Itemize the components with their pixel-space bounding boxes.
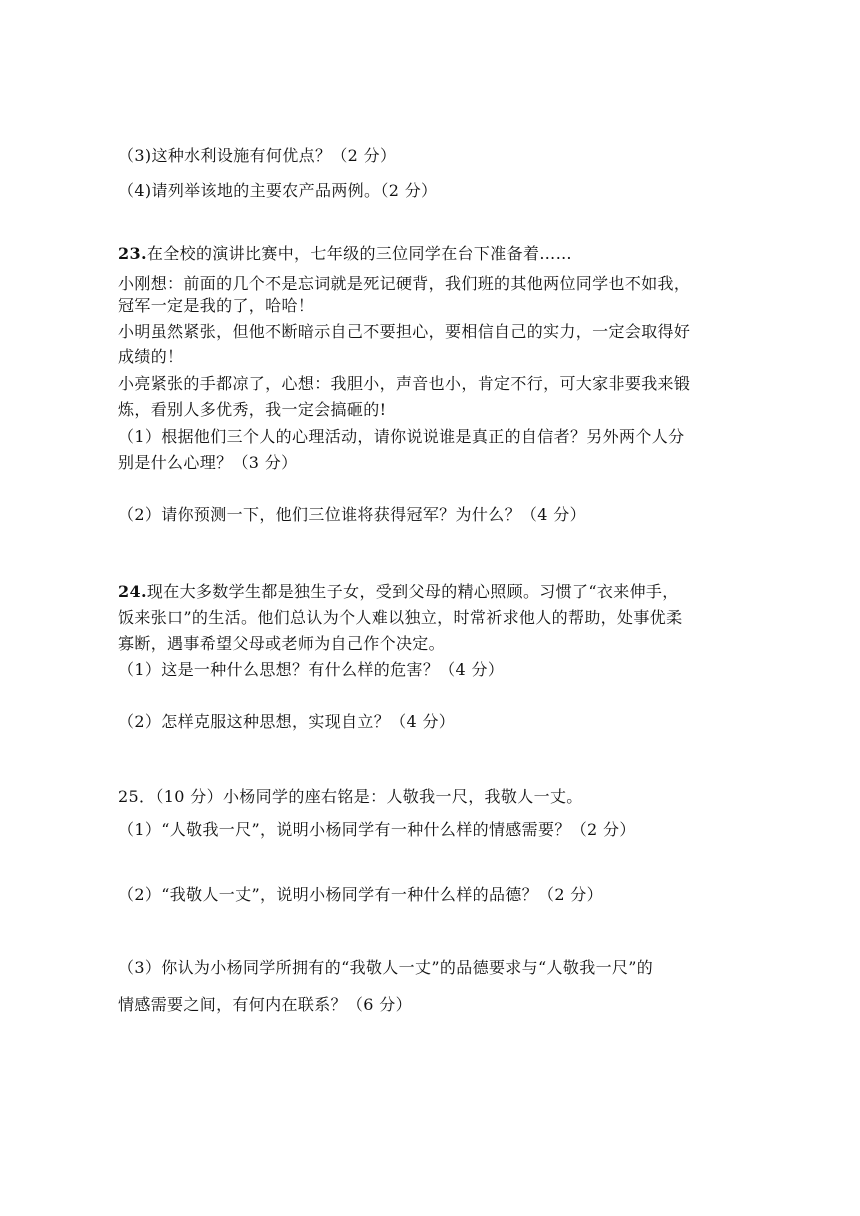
q23-liang-line-1: 小亮紧张的手都凉了，心想：我胆小，声音也小，肯定不行，可大家非要我来锻 <box>118 374 691 393</box>
q23-intro: 在全校的演讲比赛中，七年级的三位同学在台下准备着…… <box>146 244 572 263</box>
q25-sub3-line-1: （3）你认为小杨同学所拥有的“我敬人一丈”的品德要求与“人敬我一尺”的 <box>118 958 654 977</box>
q23-gang-line-2: 冠军一定是我的了，哈哈！ <box>118 296 315 315</box>
q24-text-1: 现在大多数学生都是独生子女，受到父母的精心照顾。习惯了“衣来伸手， <box>146 582 679 601</box>
q24-line-2: 饭来张口”的生活。他们总认为个人难以独立，时常祈求他人的帮助，处事优柔 <box>118 608 683 627</box>
q23-sub1-line-1: （1）根据他们三个人的心理活动，请你说说谁是真正的自信者？另外两个人分 <box>118 427 685 446</box>
q24-sub2: （2）怎样克服这种思想，实现自立？（4 分） <box>118 712 456 731</box>
q23-liang-line-2: 炼，看别人多优秀，我一定会搞砸的! <box>118 400 387 419</box>
q23-sub1-line-2: 别是什么心理？（3 分） <box>118 453 298 472</box>
q24-line-1 <box>118 582 738 602</box>
q23-gang-line-1: 小刚想：前面的几个不是忘词就是死记硬背，我们班的其他两位同学也不如我， <box>118 274 691 293</box>
q23-intro-line <box>118 244 738 264</box>
q25-sub1: （1）“人敬我一尺”，说明小杨同学有一种什么样的情感需要？（2 分） <box>118 820 636 839</box>
q24-line-3: 寡断，遇事希望父母或老师为自己作个决定。 <box>118 634 446 653</box>
q25-stem: 25．（10 分）小杨同学的座右铭是：人敬我一尺，我敬人一丈。 <box>118 787 583 806</box>
q25-sub2: （2）“我敬人一丈”，说明小杨同学有一种什么样的品德？（2 分） <box>118 885 604 904</box>
q24-number: 24. <box>118 582 147 601</box>
q23-number: 23. <box>118 244 147 263</box>
q25-sub3-line-2: 情感需要之间，有何内在联系？（6 分） <box>118 995 412 1014</box>
q22-sub4: （4)请列举该地的主要农产品两例。（2 分） <box>118 181 438 200</box>
q24-sub1: （1）这是一种什么思想？有什么样的危害？（4 分） <box>118 660 505 679</box>
q23-ming-line-1: 小明虽然紧张，但他不断暗示自己不要担心，要相信自己的实力，一定会取得好 <box>118 322 691 341</box>
q23-sub2: （2）请你预测一下，他们三位谁将获得冠军？为什么？（4 分） <box>118 505 586 524</box>
q23-ming-line-2: 成绩的！ <box>118 347 184 366</box>
q22-sub3: （3)这种水利设施有何优点？（2 分） <box>118 146 397 165</box>
